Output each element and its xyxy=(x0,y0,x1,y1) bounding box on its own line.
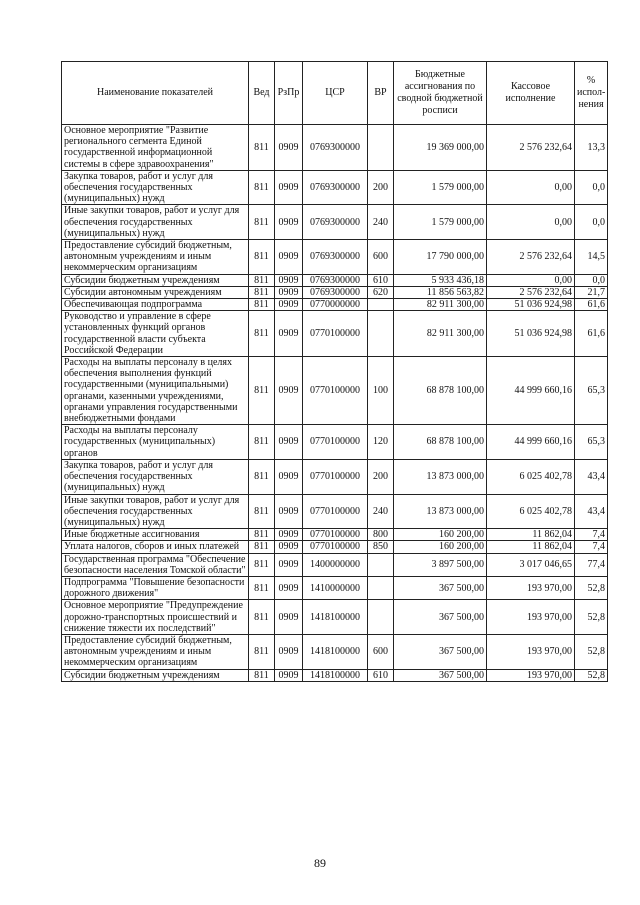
cell-cash: 0,00 xyxy=(487,205,575,240)
cell-rzpr: 0909 xyxy=(275,205,303,240)
table-row xyxy=(62,459,608,494)
cell-rzpr: 0909 xyxy=(275,286,303,298)
cell-csr: 0769300000 xyxy=(303,240,368,275)
cell-vr xyxy=(368,576,394,599)
cell-ved: 811 xyxy=(249,311,275,357)
table-row xyxy=(62,240,608,275)
table-row xyxy=(62,125,608,171)
cell-cash: 193 970,00 xyxy=(487,634,575,669)
budget-table xyxy=(61,61,608,682)
cell-csr: 0770100000 xyxy=(303,529,368,541)
cell-ved: 811 xyxy=(249,125,275,171)
cell-vr: 200 xyxy=(368,170,394,205)
cell-vr: 240 xyxy=(368,494,394,529)
cell-budget: 367 500,00 xyxy=(394,576,487,599)
cell-name: Предоставление субсидий бюджетным, автономным учреждениям и иным некоммерческим организациям xyxy=(62,240,249,275)
cell-percent: 14,5 xyxy=(575,240,608,275)
cell-ved: 811 xyxy=(249,357,275,425)
cell-ved: 811 xyxy=(249,299,275,311)
header-budget: Бюджетные ассигнования по сводной бюджетной росписи xyxy=(394,62,487,125)
table-row xyxy=(62,357,608,425)
table-row xyxy=(62,274,608,286)
table-row xyxy=(62,541,608,553)
cell-name: Основное мероприятие "Развитие регионального сегмента Единой государственной информационной системы в сфере здравоохранения" xyxy=(62,125,249,171)
cell-percent: 7,4 xyxy=(575,529,608,541)
header-rzpr: РзПр xyxy=(275,62,303,125)
cell-rzpr: 0909 xyxy=(275,299,303,311)
cell-ved: 811 xyxy=(249,425,275,460)
cell-budget: 82 911 300,00 xyxy=(394,299,487,311)
cell-budget: 3 897 500,00 xyxy=(394,553,487,576)
cell-budget: 160 200,00 xyxy=(394,541,487,553)
cell-vr: 800 xyxy=(368,529,394,541)
cell-ved: 811 xyxy=(249,553,275,576)
cell-csr: 1418100000 xyxy=(303,669,368,681)
cell-percent: 43,4 xyxy=(575,494,608,529)
cell-rzpr: 0909 xyxy=(275,311,303,357)
table-row xyxy=(62,576,608,599)
cell-percent: 43,4 xyxy=(575,459,608,494)
cell-rzpr: 0909 xyxy=(275,170,303,205)
cell-name: Руководство и управление в сфере установленных функций органов государственной власти субъекта Российской Федерации xyxy=(62,311,249,357)
table-row xyxy=(62,205,608,240)
cell-name: Субсидии бюджетным учреждениям xyxy=(62,274,249,286)
header-vr: ВР xyxy=(368,62,394,125)
cell-name: Иные закупки товаров, работ и услуг для обеспечения государственных (муниципальных) нужд xyxy=(62,205,249,240)
cell-vr xyxy=(368,553,394,576)
cell-ved: 811 xyxy=(249,529,275,541)
cell-name: Предоставление субсидий бюджетным, автономным учреждениям и иным некоммерческим организациям xyxy=(62,634,249,669)
cell-percent: 13,3 xyxy=(575,125,608,171)
cell-percent: 0,0 xyxy=(575,170,608,205)
cell-ved: 811 xyxy=(249,541,275,553)
cell-vr xyxy=(368,125,394,171)
cell-vr: 610 xyxy=(368,274,394,286)
cell-csr: 1418100000 xyxy=(303,600,368,635)
cell-rzpr: 0909 xyxy=(275,125,303,171)
cell-percent: 77,4 xyxy=(575,553,608,576)
cell-csr: 0769300000 xyxy=(303,170,368,205)
cell-budget: 17 790 000,00 xyxy=(394,240,487,275)
cell-csr: 0769300000 xyxy=(303,125,368,171)
header-row xyxy=(62,62,608,125)
cell-rzpr: 0909 xyxy=(275,669,303,681)
cell-rzpr: 0909 xyxy=(275,529,303,541)
cell-ved: 811 xyxy=(249,274,275,286)
cell-csr: 0769300000 xyxy=(303,274,368,286)
cell-vr: 610 xyxy=(368,669,394,681)
cell-percent: 52,8 xyxy=(575,576,608,599)
cell-percent: 0,0 xyxy=(575,205,608,240)
cell-budget: 5 933 436,18 xyxy=(394,274,487,286)
cell-budget: 1 579 000,00 xyxy=(394,205,487,240)
cell-budget: 13 873 000,00 xyxy=(394,494,487,529)
cell-rzpr: 0909 xyxy=(275,494,303,529)
cell-cash: 0,00 xyxy=(487,170,575,205)
cell-budget: 13 873 000,00 xyxy=(394,459,487,494)
cell-rzpr: 0909 xyxy=(275,425,303,460)
cell-vr xyxy=(368,600,394,635)
cell-rzpr: 0909 xyxy=(275,541,303,553)
cell-cash: 2 576 232,64 xyxy=(487,286,575,298)
cell-percent: 61,6 xyxy=(575,299,608,311)
cell-name: Субсидии автономным учреждениям xyxy=(62,286,249,298)
cell-csr: 0770100000 xyxy=(303,541,368,553)
cell-ved: 811 xyxy=(249,634,275,669)
cell-budget: 19 369 000,00 xyxy=(394,125,487,171)
cell-name: Субсидии бюджетным учреждениям xyxy=(62,669,249,681)
cell-rzpr: 0909 xyxy=(275,634,303,669)
cell-budget: 68 878 100,00 xyxy=(394,425,487,460)
cell-rzpr: 0909 xyxy=(275,274,303,286)
cell-budget: 367 500,00 xyxy=(394,669,487,681)
cell-vr xyxy=(368,299,394,311)
cell-ved: 811 xyxy=(249,494,275,529)
cell-csr: 0770100000 xyxy=(303,425,368,460)
cell-ved: 811 xyxy=(249,576,275,599)
cell-csr: 0770000000 xyxy=(303,299,368,311)
cell-csr: 1418100000 xyxy=(303,634,368,669)
cell-name: Иные закупки товаров, работ и услуг для обеспечения государственных (муниципальных) нужд xyxy=(62,494,249,529)
cell-ved: 811 xyxy=(249,669,275,681)
cell-csr: 1400000000 xyxy=(303,553,368,576)
cell-csr: 0770100000 xyxy=(303,459,368,494)
cell-ved: 811 xyxy=(249,286,275,298)
cell-rzpr: 0909 xyxy=(275,459,303,494)
cell-cash: 0,00 xyxy=(487,274,575,286)
cell-ved: 811 xyxy=(249,170,275,205)
cell-percent: 65,3 xyxy=(575,357,608,425)
cell-percent: 52,8 xyxy=(575,669,608,681)
cell-cash: 193 970,00 xyxy=(487,576,575,599)
cell-name: Подпрограмма "Повышение безопасности дорожного движения" xyxy=(62,576,249,599)
cell-percent: 65,3 xyxy=(575,425,608,460)
cell-name: Уплата налогов, сборов и иных платежей xyxy=(62,541,249,553)
cell-rzpr: 0909 xyxy=(275,240,303,275)
cell-ved: 811 xyxy=(249,600,275,635)
cell-rzpr: 0909 xyxy=(275,600,303,635)
cell-cash: 11 862,04 xyxy=(487,541,575,553)
page-number: 89 xyxy=(314,856,326,870)
header-pct: % испол-нения xyxy=(575,62,608,125)
cell-name: Расходы на выплаты персоналу в целях обеспечения выполнения функций государственными (муниципальными) органами, казенными учреждениями, органами управления государственными внебюджетными фондами xyxy=(62,357,249,425)
cell-percent: 0,0 xyxy=(575,274,608,286)
cell-ved: 811 xyxy=(249,459,275,494)
cell-vr: 600 xyxy=(368,634,394,669)
cell-percent: 52,8 xyxy=(575,634,608,669)
cell-percent: 7,4 xyxy=(575,541,608,553)
cell-name: Расходы на выплаты персоналу государственных (муниципальных) органов xyxy=(62,425,249,460)
header-cash: Кассовое исполнение xyxy=(487,62,575,125)
cell-csr: 0770100000 xyxy=(303,357,368,425)
cell-name: Обеспечивающая подпрограмма xyxy=(62,299,249,311)
cell-cash: 44 999 660,16 xyxy=(487,357,575,425)
table-row xyxy=(62,634,608,669)
cell-budget: 367 500,00 xyxy=(394,600,487,635)
cell-cash: 193 970,00 xyxy=(487,669,575,681)
cell-cash: 2 576 232,64 xyxy=(487,125,575,171)
cell-budget: 367 500,00 xyxy=(394,634,487,669)
table-row xyxy=(62,529,608,541)
table-row xyxy=(62,311,608,357)
cell-name: Государственная программа "Обеспечение безопасности населения Томской области" xyxy=(62,553,249,576)
cell-vr xyxy=(368,311,394,357)
cell-vr: 200 xyxy=(368,459,394,494)
cell-csr: 0769300000 xyxy=(303,286,368,298)
cell-name: Закупка товаров, работ и услуг для обеспечения государственных (муниципальных) нужд xyxy=(62,170,249,205)
cell-percent: 52,8 xyxy=(575,600,608,635)
cell-cash: 44 999 660,16 xyxy=(487,425,575,460)
cell-budget: 11 856 563,82 xyxy=(394,286,487,298)
table-row xyxy=(62,299,608,311)
cell-cash: 6 025 402,78 xyxy=(487,459,575,494)
header-csr: ЦСР xyxy=(303,62,368,125)
cell-budget: 82 911 300,00 xyxy=(394,311,487,357)
cell-csr: 0770100000 xyxy=(303,311,368,357)
cell-rzpr: 0909 xyxy=(275,576,303,599)
cell-ved: 811 xyxy=(249,205,275,240)
table-row xyxy=(62,600,608,635)
cell-vr: 600 xyxy=(368,240,394,275)
header-name: Наименование показателей xyxy=(62,62,249,125)
cell-name: Закупка товаров, работ и услуг для обеспечения государственных (муниципальных) нужд xyxy=(62,459,249,494)
cell-rzpr: 0909 xyxy=(275,553,303,576)
cell-csr: 0770100000 xyxy=(303,494,368,529)
table-row xyxy=(62,425,608,460)
cell-cash: 2 576 232,64 xyxy=(487,240,575,275)
cell-percent: 61,6 xyxy=(575,311,608,357)
cell-cash: 3 017 046,65 xyxy=(487,553,575,576)
cell-cash: 51 036 924,98 xyxy=(487,299,575,311)
cell-ved: 811 xyxy=(249,240,275,275)
table-row xyxy=(62,286,608,298)
cell-cash: 6 025 402,78 xyxy=(487,494,575,529)
cell-rzpr: 0909 xyxy=(275,357,303,425)
cell-csr: 0769300000 xyxy=(303,205,368,240)
cell-vr: 100 xyxy=(368,357,394,425)
cell-budget: 68 878 100,00 xyxy=(394,357,487,425)
cell-vr: 620 xyxy=(368,286,394,298)
cell-cash: 193 970,00 xyxy=(487,600,575,635)
cell-cash: 51 036 924,98 xyxy=(487,311,575,357)
cell-name: Иные бюджетные ассигнования xyxy=(62,529,249,541)
table-row xyxy=(62,553,608,576)
cell-budget: 160 200,00 xyxy=(394,529,487,541)
table-row xyxy=(62,170,608,205)
cell-csr: 1410000000 xyxy=(303,576,368,599)
cell-budget: 1 579 000,00 xyxy=(394,170,487,205)
header-ved: Вед xyxy=(249,62,275,125)
cell-vr: 240 xyxy=(368,205,394,240)
table-row xyxy=(62,669,608,681)
table-row xyxy=(62,494,608,529)
cell-name: Основное мероприятие "Предупреждение дорожно-транспортных происшествий и снижение тяжести их последствий" xyxy=(62,600,249,635)
cell-cash: 11 862,04 xyxy=(487,529,575,541)
cell-percent: 21,7 xyxy=(575,286,608,298)
cell-vr: 850 xyxy=(368,541,394,553)
cell-vr: 120 xyxy=(368,425,394,460)
